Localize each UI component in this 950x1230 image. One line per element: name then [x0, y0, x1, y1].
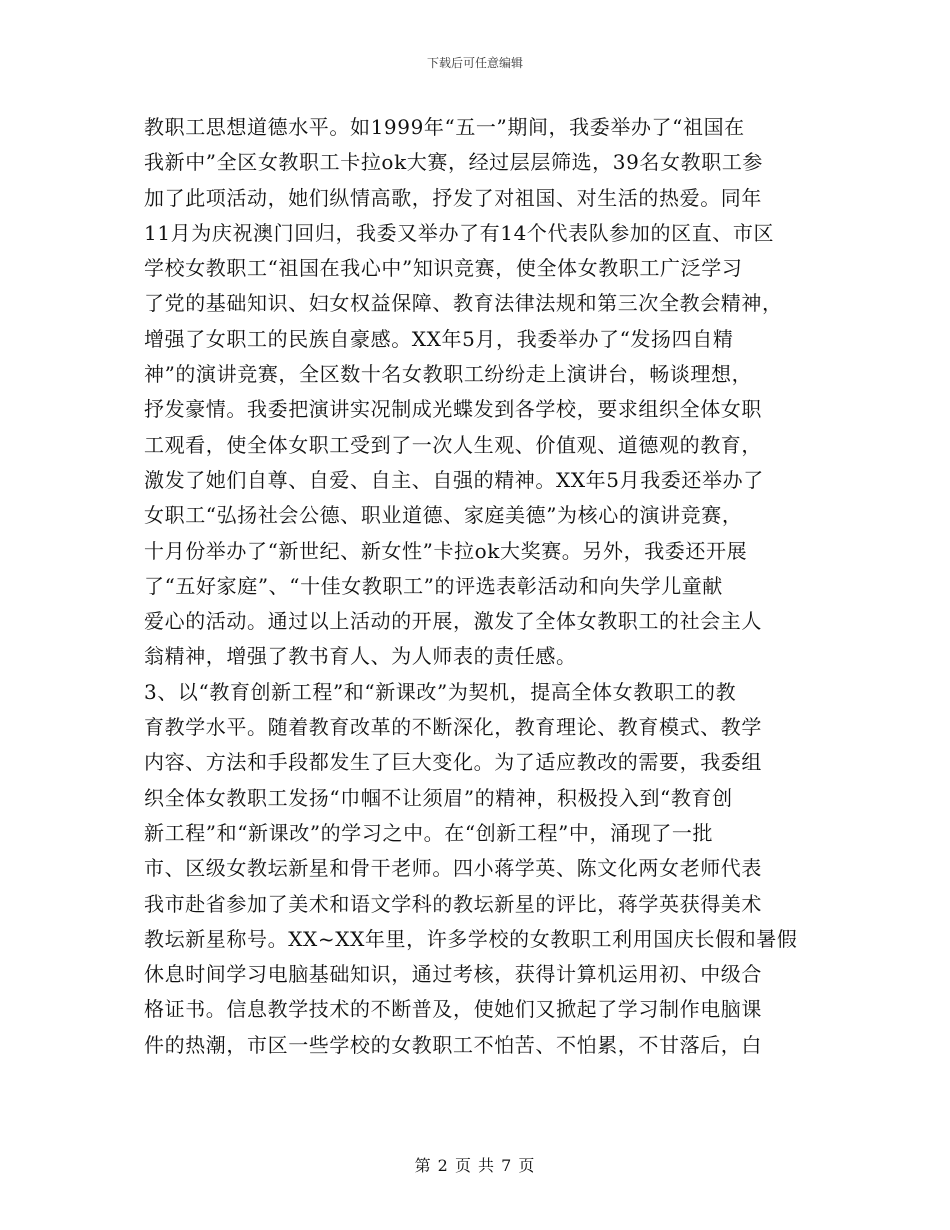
text-line: 工观看，使全体女职工受到了一次人生观、价值观、道德观的教育， — [144, 432, 762, 457]
page-number-footer: 第 2 页 共 7 页 — [414, 1156, 536, 1175]
text-line: 抒发豪情。我委把演讲实况制成光蝶发到各学校，要求组织全体女职 — [144, 397, 762, 422]
text-line: 加了此项活动，她们纵情高歌，抒发了对祖国、对生活的热爱。同年 — [144, 185, 762, 210]
text-line: 休息时间学习电脑基础知识，通过考核，获得计算机运用初、中级合 — [144, 962, 762, 987]
text-line: 教坛新星称号。XX~XX年里，许多学校的女教职工利用国庆长假和暑假 — [144, 926, 798, 951]
text-line: 格证书。信息教学技术的不断普及，使她们又掀起了学习制作电脑课 — [144, 997, 762, 1022]
text-line: 市、区级女教坛新星和骨干老师。四小蒋学英、陈文化两女老师代表 — [144, 856, 762, 881]
text-line: 我新中”全区女教职工卡拉ok大赛，经过层层筛选，39名女教职工参 — [144, 150, 764, 175]
text-line: 件的热潮，市区一些学校的女教职工不怕苦、不怕累，不甘落后，白 — [144, 1032, 762, 1057]
text-line: 激发了她们自尊、自爱、自主、自强的精神。XX年5月我委还举办了 — [144, 467, 764, 492]
text-line: 我市赴省参加了美术和语文学科的教坛新星的评比，蒋学英获得美术 — [144, 891, 762, 916]
text-line: 神”的演讲竞赛，全区数十名女教职工纷纷走上演讲台，畅谈理想， — [144, 362, 753, 387]
text-line: 了“五好家庭”、“十佳女教职工”的评选表彰活动和向失学儿童献 — [144, 573, 723, 598]
text-line: 女职工“弘扬社会公德、职业道德、家庭美德”为核心的演讲竞赛， — [144, 503, 743, 528]
text-line: 织全体女教职工发扬“巾帼不让须眉”的精神，积极投入到“教育创 — [144, 785, 733, 810]
text-line: 11月为庆祝澳门回归，我委又举办了有14个代表队参加的区直、市区 — [144, 220, 775, 245]
text-line: 学校女教职工“祖国在我心中”知识竞赛，使全体女教职工广泛学习 — [144, 256, 743, 281]
text-line: 内容、方法和手段都发生了巨大变化。为了适应教改的需要，我委组 — [144, 750, 762, 775]
text-line: 爱心的活动。通过以上活动的开展，激发了全体女教职工的社会主人 — [144, 609, 762, 634]
text-line: 育教学水平。随着教育改革的不断深化，教育理论、教育模式、教学 — [144, 715, 762, 740]
document-body — [144, 110, 814, 1063]
text-line: 教职工思想道德水平。如1999年“五一”期间，我委举办了“祖国在 — [144, 115, 745, 139]
text-line: 了党的基础知识、妇女权益保障、教育法律法规和第三次全教会精神， — [144, 291, 783, 316]
text-line: 3、以“教育创新工程”和“新课改”为契机，提高全体女教职工的教 — [144, 679, 737, 704]
text-line: 新工程”和“新课改”的学习之中。在“创新工程”中，涌现了一批 — [144, 820, 714, 845]
text-line: 增强了女职工的民族自豪感。XX年5月，我委举办了“发扬四自精 — [144, 326, 734, 351]
text-line: 十月份举办了“新世纪、新女性”卡拉ok大奖赛。另外，我委还开展 — [144, 538, 748, 563]
text-line: 翁精神，增强了教书育人、为人师表的责任感。 — [144, 644, 577, 669]
page-header-note: 下载后可任意编辑 — [426, 56, 523, 70]
